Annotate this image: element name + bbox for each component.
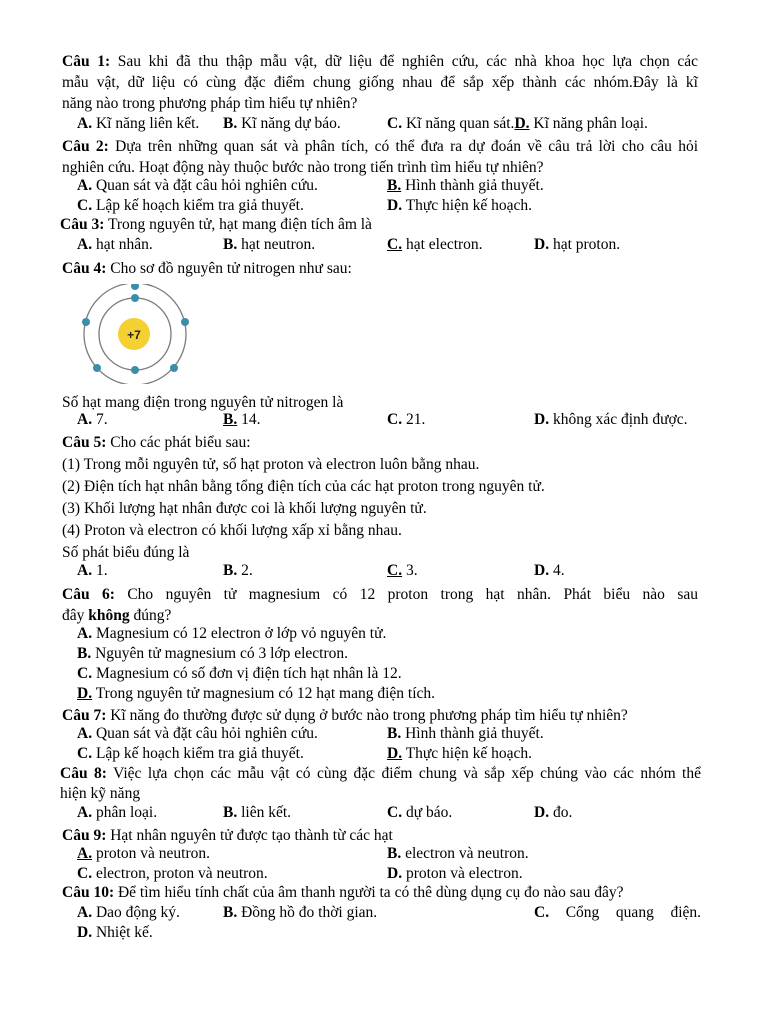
q7-option-a: A. Quan sát và đặt câu hỏi nghiên cứu. [77, 725, 318, 742]
q3-option-c: C. hạt electron. [387, 236, 483, 253]
q1-label: Câu 1: [62, 53, 111, 70]
q8-line2: hiện kỹ năng [60, 785, 141, 802]
q1-option-d-key: D. [514, 115, 530, 132]
q1-line3: năng nào trong phương pháp tìm hiểu tự nhiên? [62, 95, 358, 112]
q5-question: Số phát biểu đúng là [62, 544, 190, 561]
q5-statement: (4) Proton và electron có khối lượng xấp xỉ bằng nhau. [62, 522, 402, 539]
q2-line2: nghiên cứu. Hoạt động này thuộc bước nào trong tiến trình tìm hiểu tự nhiên? [62, 159, 544, 176]
q3-option-b: B. hạt neutron. [223, 236, 316, 253]
q8-option-b: B. liên kết. [223, 804, 292, 821]
q1-option-b: B. Kĩ năng dự báo. [223, 115, 341, 132]
q4-option-d: D. không xác định được. [534, 411, 688, 428]
q5-statement: (2) Điện tích hạt nhân bằng tổng điện tích của các hạt proton trong nguyên tử. [62, 478, 545, 495]
q8-option-c: C. dự báo. [387, 804, 453, 821]
q4-option-c: C. 21. [387, 411, 426, 428]
q6-line1: Câu 6: Cho nguyên tử magnesium có 12 proton trong hạt nhân. Phát biểu nào sau [62, 586, 698, 603]
q8-option-d: D. đo. [534, 804, 573, 821]
q5-option-c: C. 3. [387, 562, 418, 579]
q5-option-a: A. 1. [77, 562, 108, 579]
q4-option-a: A. 7. [77, 411, 108, 428]
q3-option-d: D. hạt proton. [534, 236, 621, 253]
q6-option-b: B. Nguyên tử magnesium có 3 lớp electron. [77, 645, 349, 662]
q2-line1: Câu 2: Dựa trên những quan sát và phân tích, có thể đưa ra dự đoán về câu trả lời cho câu hỏi [62, 138, 699, 155]
q9-option-d: D. proton và electron. [387, 865, 523, 882]
electron [131, 294, 139, 302]
q5-line1: Câu 5: Cho các phát biểu sau: [62, 434, 251, 451]
nitrogen-atom-diagram [75, 284, 195, 384]
electron [170, 364, 178, 372]
electron [82, 318, 90, 326]
q10-option-d: D. Nhiệt kế. [77, 924, 153, 941]
q1-option-c: C. Kĩ năng quan sát.D. Kĩ năng phân loại. [387, 115, 648, 132]
q9-line1: Câu 9: Hạt nhân nguyên tử được tạo thành từ các hạt [62, 827, 393, 844]
q9-option-c: C. electron, proton và neutron. [77, 865, 268, 882]
q2-option-b: B. Hình thành giả thuyết. [387, 177, 544, 194]
electron [131, 284, 139, 290]
q5-option-b: B. 2. [223, 562, 253, 579]
q10-option-b: B. Đồng hồ đo thời gian. [223, 904, 378, 921]
q6-option-c: C. Magnesium có số đơn vị điện tích hạt nhân là 12. [77, 665, 402, 682]
electron [93, 364, 101, 372]
q10-option-a: A. Dao động ký. [77, 904, 180, 921]
q1-line2: mẫu vật, dữ liệu có cùng đặc điểm chung giống nhau để sắp xếp thành các nhóm.Đây là kĩ [62, 74, 698, 91]
q4-option-b: B. 14. [223, 411, 261, 428]
q7-option-c: C. Lập kế hoạch kiểm tra giả thuyết. [77, 745, 304, 762]
q2-option-d: D. Thực hiện kế hoạch. [387, 197, 533, 214]
q8-option-a: A. phân loại. [77, 804, 158, 821]
q7-option-d: D. Thực hiện kế hoạch. [387, 745, 533, 762]
q2-option-c: C. Lập kế hoạch kiểm tra giả thuyết. [77, 197, 304, 214]
q4-line1: Câu 4: Cho sơ đồ nguyên tử nitrogen như sau: [62, 260, 352, 277]
q6-option-a: A. Magnesium có 12 electron ở lớp vỏ nguyên tử. [77, 625, 387, 642]
q5-option-d: D. 4. [534, 562, 565, 579]
q9-option-a: A. proton và neutron. [77, 845, 211, 862]
q1-option-d-text: Kĩ năng phân loại. [533, 115, 648, 132]
q1-option-a: A. Kĩ năng liên kết. [77, 115, 200, 132]
q6-option-d: D. Trong nguyên tử magnesium có 12 hạt mang điện tích. [77, 685, 435, 702]
q7-line1: Câu 7: Kĩ năng đo thường được sử dụng ở bước nào trong phương pháp tìm hiểu tự nhiên? [62, 707, 628, 724]
electron [181, 318, 189, 326]
q10-line1: Câu 10: Để tìm hiểu tính chất của âm thanh người ta có thê dùng dụng cụ đo nào sau đây? [62, 884, 624, 901]
q8-line1: Câu 8: Việc lựa chọn các mẫu vật có cùng đặc điểm chung và sắp xếp chúng vào các nhóm thể [60, 765, 701, 782]
q3-line1: Câu 3: Trong nguyên tử, hạt mang điện tích âm là [60, 216, 372, 233]
q2-option-a: A. Quan sát và đặt câu hỏi nghiên cứu. [77, 177, 318, 194]
q9-option-b: B. electron và neutron. [387, 845, 529, 862]
q10-option-c: C. Cổng quang điện. [534, 904, 702, 921]
q1-line1: Câu 1: Sau khi đã thu thập mẫu vật, dữ liệu để nghiên cứu, các nhà khoa học lựa chọn các [62, 53, 698, 70]
q7-option-b: B. Hình thành giả thuyết. [387, 725, 544, 742]
electron [131, 366, 139, 374]
q3-option-a: A. hạt nhân. [77, 236, 153, 253]
q5-statement: (1) Trong mỗi nguyên tử, số hạt proton và electron luôn bằng nhau. [62, 456, 480, 473]
q5-statement: (3) Khối lượng hạt nhân được coi là khối lượng nguyên tử. [62, 500, 427, 517]
q4-question: Số hạt mang điện trong nguyên tử nitrogen là [62, 394, 344, 411]
q6-line2: đây không đúng? [62, 607, 172, 624]
nucleus-label: +7 [127, 328, 141, 342]
